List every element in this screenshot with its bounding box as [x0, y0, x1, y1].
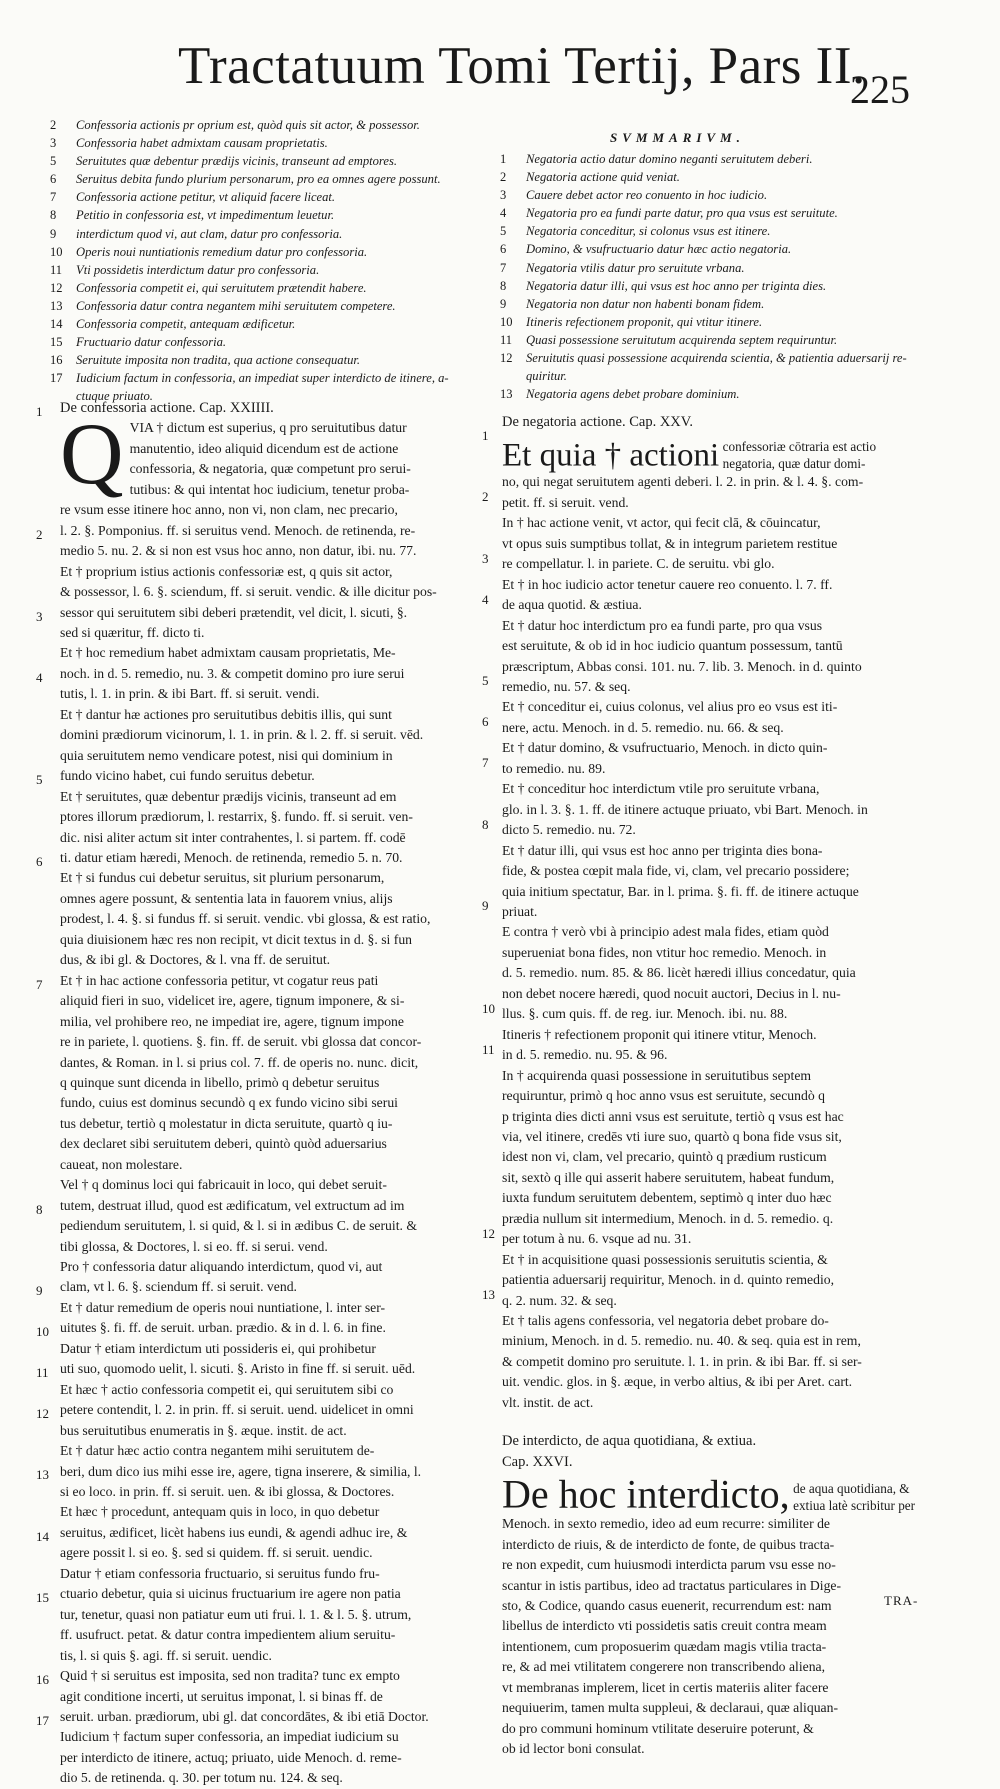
summary-text: Seruitus debita fundo plurium personarum, pro ea omnes agere possunt. — [76, 172, 441, 187]
text-line: re non expedit, cum huiusmodi interdicta parum vsu esse no- — [502, 1557, 836, 1573]
summary-number: 15 — [50, 335, 63, 350]
summary-entry — [500, 385, 920, 403]
summary-text: quiritur. — [526, 369, 567, 384]
margin-number: 4 — [36, 669, 43, 685]
summary-number: 10 — [50, 244, 63, 259]
text-line: dex declaret sibi seruitutem deberi, quintò quòd aduersarius — [60, 1136, 387, 1152]
text-line: interdicto de riuis, & de interdicto de fonte, de quibus tracta- — [502, 1536, 835, 1552]
chapter-heading-25: De negatoria actione. Cap. XXV. — [502, 414, 693, 430]
text-line: sessor qui seruitutem sibi deberi prætendit, vel dicit, l. sicuti, §. — [60, 604, 408, 620]
text-line: manutentio, ideo aliquid dicendum est de actione — [129, 440, 399, 456]
text-line: omnes agere possunt, & sententia lata in fauorem vnius, alijs — [60, 890, 393, 906]
margin-number: 2 — [482, 489, 489, 505]
text-line: Pro † confessoria datur aliquando interdictum, quod vi, aut — [60, 1259, 383, 1275]
margin-number: 9 — [36, 1283, 43, 1299]
text-line: tus debetur, tertiò q molestatur in dicta seruitute, quartò q iu- — [60, 1115, 393, 1131]
text-line: Et † in hac actione confessoria petitur, vt cogatur reus pati — [60, 972, 379, 988]
text-line: ti. datur etiam hæredi, Menoch. de retinenda, remedio 5. n. 70. — [60, 849, 403, 865]
summary-entry — [50, 188, 480, 206]
text-line: Et † datur hoc interdictum pro ea fundi parte, pro qua vsus — [502, 617, 823, 633]
summary-number: 13 — [50, 298, 63, 313]
text-line: q. 2. num. 32. & seq. — [502, 1292, 617, 1308]
right-column-body-2 — [502, 1514, 922, 1759]
summary-text: ctuque priuato. — [76, 389, 153, 404]
text-line: re vsum esse itinere hoc anno, non vi, non clam, nec precario, — [60, 502, 398, 518]
margin-number: 10 — [36, 1324, 49, 1340]
text-line: nere, actu. Menoch. in d. 5. remedio. nu. 66. & seq. — [502, 719, 784, 735]
left-column — [60, 398, 470, 1789]
text-line: quia diuisionem hæc res non recipit, vt dicit textus in d. §. si fun — [60, 931, 413, 947]
text-line: Quid † si seruitus est imposita, sed non tradita? tunc ex empto — [60, 1668, 400, 1684]
summary-number: 9 — [50, 226, 57, 241]
text-line: no, qui negat seruitutem agenti deberi. l. 2. in prin. & l. 4. §. com- — [502, 474, 864, 490]
text-line: Et † in acquisitione quasi possessionis seruitutis scientia, & — [502, 1251, 828, 1267]
text-line: vt membranas implerem, licet in certis materiis aliter facere — [502, 1679, 829, 1695]
margin-number: 14 — [36, 1528, 49, 1544]
text-line: de aqua quotid. & æstiua. — [502, 597, 642, 613]
summary-text: Confessoria habet admixtam causam proprietatis. — [76, 136, 328, 151]
margin-number: 10 — [482, 1000, 495, 1016]
summary-entry — [500, 367, 920, 385]
summary-entry — [50, 315, 480, 333]
summary-entry — [50, 170, 480, 188]
text-line: beri, dum dico ius mihi esse ire, agere, tigna inserere, & similia, l. — [60, 1463, 422, 1479]
text-line: fide, & postea cœpit mala fide, vi, clam, vel precario possidere; — [502, 863, 850, 879]
text-line: l. 2. §. Pomponius. ff. si seruitus vend. Menoch. de retinenda, re- — [60, 522, 416, 538]
summary-text: Negatoria vtilis datur pro seruitute vrbana. — [526, 260, 745, 275]
summary-number: 11 — [500, 332, 513, 347]
text-line: tur, tenetur, quasi non patiatur eum uti frui. l. 1. & l. 5. §. utrum, — [60, 1606, 412, 1622]
text-line: tutibus: & qui intentat hoc iudicium, tenetur proba- — [129, 481, 410, 497]
text-line: Et † talis agens confessoria, vel negatoria debet probare do- — [502, 1313, 829, 1329]
text-line: sed si quæritur, ff. dicto ti. — [60, 624, 205, 640]
drop-cap: Q — [60, 406, 124, 504]
text-line: fundo vicino habet, cui fundo seruitus debetur. — [60, 768, 315, 784]
summary-entry — [500, 204, 920, 222]
summary-text: Confessoria actionis pr oprium est, quòd quis sit actor, & possessor. — [76, 118, 420, 132]
summary-entry — [50, 243, 480, 261]
summary-entry — [500, 240, 920, 258]
text-line: dantes, & Roman. in l. si prius col. 7. ff. de operis no. nunc. dicit, — [60, 1054, 419, 1070]
text-line: petere contendit, l. 2. in prin. ff. si seruit. uend. uidelicet in omni — [60, 1402, 414, 1418]
margin-number: 9 — [482, 898, 489, 914]
summary-entry — [500, 150, 920, 168]
text-line: dic. nisi aliter actum sit inter contrahentes, l. si partem. ff. codē — [60, 829, 406, 845]
right-column-body — [502, 472, 922, 1413]
text-line: si eo loco. in prin. ff. si seruit. uen. & ibi glossa, & Doctores. — [60, 1484, 395, 1500]
text-line: superueniat bona fides, non vtitur hoc remedio. Menoch. in — [502, 944, 827, 960]
text-line: milia, vel prohibere reo, ne impediat ire, agere, tignum impone — [60, 1013, 404, 1029]
text-line: pediendum seruitutem, l. si quid, & l. si in ædibus C. de seruit. & — [60, 1218, 417, 1234]
summary-entry — [500, 168, 920, 186]
margin-number: 2 — [36, 526, 43, 542]
text-line: seruit. urban. prædiorum, ubi gl. dat concordātes, & ibi etiā Doctor. — [60, 1709, 429, 1724]
margin-number: 7 — [36, 976, 43, 992]
text-line: est seruitute, & ob id in hoc iudicio quantum possessum, tantū — [502, 638, 843, 654]
text-line: nequiuerim, tamen multa suppleui, & declaraui, quæ aliquan- — [502, 1700, 839, 1716]
text-line: vlt. instit. de act. — [502, 1394, 594, 1410]
text-line: & possessor, l. 6. §. sciendum, ff. si seruit. vendic. & ille dicitur pos- — [60, 584, 437, 600]
summary-number: 7 — [500, 260, 507, 275]
text-line: agit conditione incerti, ut seruitus imponat, l. si binas ff. de — [60, 1688, 383, 1704]
summary-number: 16 — [50, 353, 63, 368]
text-line: E contra † verò vbi à principio adest mala fides, etiam quòd — [502, 924, 829, 940]
text-line: non debet nocere hæredi, quod nocuit auctori, Decius in l. nu- — [502, 985, 841, 1001]
summary-number: 6 — [500, 242, 507, 257]
summary-text: Negatoria pro ea fundi parte datur, pro qua vsus est seruitute. — [526, 206, 838, 221]
text-line: petit. ff. si seruit. vend. — [502, 494, 629, 510]
text-line: tis, l. si quis §. agi. ff. si seruit. uendic. — [60, 1647, 272, 1663]
summary-number: 12 — [50, 280, 63, 295]
summary-entry — [50, 297, 480, 315]
summary-number: 5 — [500, 224, 507, 239]
summary-entry — [50, 279, 480, 297]
summary-text: Operis noui nuntiationis remedium datur pro confessoria. — [76, 244, 368, 259]
summary-text: interdictum quod vi, aut clam, datur pro confessoria. — [76, 226, 343, 241]
text-line: bus seruitutibus enumeratis in §. æque. instit. de act. — [60, 1422, 347, 1438]
text-line: ctuario debetur, quia si uicinus fructuarium ire agere non patia — [60, 1586, 401, 1602]
summary-text: Negatoria actio datur domino neganti seruitutem deberi. — [526, 152, 813, 166]
summary-entry — [500, 295, 920, 313]
text-line: Et † in hoc iudicio actor tenetur cauere reo conuento. l. 7. ff. — [502, 576, 833, 592]
text-line: tibi glossa, & Doctores, l. si eo. ff. si serui. vend. — [60, 1238, 328, 1254]
lead-sub-2: negatoria, quæ datur domi- — [722, 456, 866, 472]
text-line: minium, Menoch. in d. 5. remedio. nu. 40. & seq. quia est in rem, — [502, 1333, 861, 1349]
margin-number: 3 — [482, 550, 489, 566]
summary-entry — [50, 134, 480, 152]
page-number: 225 — [850, 67, 910, 112]
text-line: Et † proprium istius actionis confessoriæ est, q quis sit actor, — [60, 563, 393, 579]
margin-number: 6 — [36, 853, 43, 869]
summary-number: 10 — [500, 314, 513, 329]
summary-entry — [500, 313, 920, 331]
chapter-heading-26: De interdicto, de aqua quotidiana, & extiua. — [502, 1433, 757, 1450]
text-line: Vel † q dominus loci qui fabricauit in loco, qui debet seruit- — [60, 1177, 387, 1193]
summary-text: Negatoria non datur non habenti bonam fidem. — [526, 296, 765, 311]
text-line: Et † seruitutes, quæ debentur prædijs vicinis, transeunt ad em — [60, 788, 397, 804]
summary-number — [500, 367, 526, 385]
summary-number: 17 — [50, 371, 63, 386]
text-line: In † acquirenda quasi possessione in seruitutibus septem — [502, 1067, 812, 1083]
text-line: patientia aduersarij requiritur, Menoch. in d. quinto remedio, — [502, 1272, 835, 1288]
summary-entry — [500, 222, 920, 240]
text-line: glo. in l. 3. §. 1. ff. de itinere actuque priuato, vbi Bart. Menoch. in — [502, 801, 868, 817]
text-line: uitutes §. fi. ff. de seruit. urban. prædio. & in d. l. 6. in fine. — [60, 1320, 386, 1336]
text-line: præscriptum, Abbas consi. 101. nu. 7. lib. 3. Menoch. in d. quinto — [502, 658, 862, 674]
text-line: seruitus, ædificet, licèt habens ius eundi, & agendi adhuc ire, & — [60, 1524, 408, 1540]
lead-subtext-26 — [793, 1480, 915, 1514]
text-line: aliquid fieri in suo, videlicet ire, agere, tignum imponere, & si- — [60, 993, 405, 1009]
summary-text: Vti possidetis interdictum datur pro confessoria. — [76, 262, 320, 277]
text-line: caueat, non molestare. — [60, 1156, 183, 1172]
summary-number: 6 — [50, 172, 57, 187]
text-line: requiruntur, primò q hoc anno vsus est seruitute, secundò q — [502, 1088, 825, 1104]
summary-number: 13 — [500, 387, 513, 402]
text-line: Et † conceditur hoc interdictum vtile pro seruitute vrbana, — [502, 781, 820, 797]
summary-heading: SVMMARIVM. — [610, 130, 745, 145]
text-line: tutem, destruat illud, quod est ædificatum, vel extructum ad im — [60, 1197, 405, 1213]
margin-number: 7 — [482, 755, 489, 771]
text-line: Et † hoc remedium habet admixtam causam proprietatis, Me- — [60, 645, 396, 661]
text-line: Datur † etiam interdictum uti possideris ei, qui prohibetur — [60, 1340, 376, 1356]
summary-number: 3 — [500, 188, 507, 203]
catchword: TRA- — [884, 1593, 919, 1608]
summary-entry — [500, 331, 920, 349]
text-line: dicto 5. remedio. nu. 72. — [502, 822, 636, 838]
margin-number: 8 — [482, 816, 489, 832]
text-line: fundo, cuius est dominus secundò q ex fundo vicino sibi serui — [60, 1095, 398, 1111]
lead-sub-1: confessoriæ cōtraria est actio — [722, 439, 877, 455]
text-line: Et † datur remedium de operis noui nuntiatione, l. inter ser- — [60, 1299, 386, 1315]
text-line: Datur † etiam confessoria fructuario, si seruitus fundo fru- — [60, 1565, 380, 1581]
text-line: sto, & Codice, quando casus euenerit, recurrendum est: nam — [502, 1598, 832, 1614]
margin-number: 8 — [36, 1201, 43, 1217]
text-line: intentionem, cum proposuerim quædam magis vtilia tracta- — [502, 1638, 827, 1654]
text-line: medio 5. nu. 2. & si non est vsus hoc anno, non datur, ibi. nu. 77. — [60, 543, 417, 559]
lead-subtext-25 — [723, 438, 876, 472]
text-line: per interdicto de itinere, actuq; priuato, uide Menoch. d. reme- — [60, 1749, 402, 1765]
margin-number: 13 — [482, 1286, 495, 1302]
text-line: Itineris † refectionem proponit qui itinere vtitur, Menoch. — [502, 1026, 817, 1042]
margin-number: 3 — [36, 608, 43, 624]
text-line: Iudicium † factum super confessoria, an impediat iudicium su — [60, 1729, 399, 1745]
summary-number: 8 — [500, 278, 507, 293]
text-line: quia seruitutem nemo vendicare potest, nisi qui dominium in — [60, 747, 393, 763]
margin-number: 12 — [36, 1406, 49, 1422]
text-line: in d. 5. remedio. nu. 95. & 96. — [502, 1047, 668, 1063]
text-line: vt opus suis sumptibus tollat, & in integrum parietem restitue — [502, 535, 838, 551]
summary-text: Negatoria datur illi, qui vsus est hoc anno per triginta dies. — [526, 278, 827, 293]
summary-number: 5 — [50, 154, 57, 169]
summary-right — [500, 150, 920, 403]
lead-words-26: De hoc interdicto, — [502, 1471, 790, 1517]
summary-entry — [500, 186, 920, 204]
text-line: libellus de interdicto vti possidetis satis creuit contra meam — [502, 1618, 827, 1634]
summary-text: Confessoria datur contra negantem mihi seruitutem competere. — [76, 298, 396, 313]
summary-entry — [50, 206, 480, 224]
text-line: Et hæc † actio confessoria competit ei, qui seruitutem sibi co — [60, 1381, 394, 1397]
chapter-cap-26: Cap. XXVI. — [502, 1453, 573, 1470]
text-line: Et † conceditur ei, cuius colonus, vel alius pro eo vsus est iti- — [502, 699, 838, 715]
summary-number: 8 — [50, 208, 57, 223]
text-line: priuat. — [502, 903, 538, 919]
text-line: ptores illorum prædiorum, l. restarrix, §. fundo. ff. si seruit. ven- — [60, 809, 413, 825]
summary-text: Confessoria actione petitur, vt aliquid facere liceat. — [76, 190, 336, 205]
summary-number: 4 — [500, 206, 507, 221]
text-line: re in pariete, l. quotiens. §. fin. ff. de seruit. vbi glossa dat concor- — [60, 1034, 422, 1050]
text-line: tutis, l. 1. in prin. & ibi Bart. ff. si seruit. vendi. — [60, 686, 320, 702]
text-line: uit. vendic. glos. in §. æque, in verbo altius, & ibi per Aret. cart. — [502, 1374, 853, 1390]
summary-text: Confessoria competit, antequam ædificetur. — [76, 317, 296, 332]
summary-number: 14 — [50, 317, 63, 332]
text-line: Menoch. in sexto remedio, ideo ad eum recurre: similiter de — [502, 1516, 831, 1532]
summary-entry — [50, 152, 480, 170]
margin-number: 17 — [36, 1712, 49, 1728]
text-line: Et † datur domino, & vsufructuario, Menoch. in dicto quin- — [502, 740, 828, 756]
text-line: VIA † dictum est superius, q pro seruitutibus datur — [129, 420, 407, 436]
text-line: p triginta dies dicti anni vsus est seruitute, tertiò q vsus est hac — [502, 1108, 844, 1124]
text-line: idest non vi, clam, vel precario, quintò q prædium rusticum — [502, 1149, 827, 1165]
summary-text: Seruitutis quasi possessione acquirenda scientia, & patientia aduersarij re- — [526, 351, 907, 366]
margin-number: 1 — [482, 428, 489, 443]
summary-number: 2 — [500, 170, 507, 185]
text-line: clam, vt l. 6. §. sciendum ff. si seruit. vend. — [60, 1279, 297, 1295]
margin-number: 11 — [482, 1041, 495, 1057]
text-line: uti suo, quomodo uelit, l. sicuti. §. Aristo in fine ff. si seruit. uēd. — [60, 1361, 416, 1377]
text-line: dus, & ibi gl. & Doctores, & l. vna ff. de seruitut. — [60, 952, 331, 968]
text-line: noch. in d. 5. remedio, nu. 3. & competit domino pro iure serui — [60, 665, 405, 681]
summary-text: Fructuario datur confessoria. — [76, 335, 227, 350]
margin-number: 5 — [482, 673, 489, 689]
text-line: Et † si fundus cui debetur seruitus, sit plurium personarum, — [60, 870, 385, 886]
summary-number: 1 — [500, 152, 507, 166]
text-line: quia initium spectatur, Bar. in l. prima. §. fi. ff. de itinere actuque — [502, 883, 859, 899]
margin-number: 11 — [36, 1365, 49, 1381]
summary-entry — [50, 116, 480, 134]
margin-number: 4 — [482, 591, 489, 607]
summary-text: Seruitutes quæ debentur prædijs vicinis, transeunt ad emptores. — [76, 154, 398, 169]
lead-line-26 — [502, 1471, 922, 1517]
text-line: llus. §. cum quis. ff. de reg. iur. Menoch. ibi. nu. 88. — [502, 1006, 788, 1022]
summary-text: Quasi possessione seruitutum acquirenda septem requiruntur. — [526, 332, 838, 347]
summary-text: Domino, & vsufructuario datur hæc actio negatoria. — [526, 242, 792, 257]
summary-text: Negatoria agens debet probare dominium. — [526, 387, 740, 402]
text-line: sit, sextò q ille qui asserit habere seruitutem, habeat fundum, — [502, 1169, 835, 1185]
lead2-sub-1: de aqua quotidiana, & — [793, 1481, 910, 1497]
summary-entry — [50, 225, 480, 243]
summary-text: Confessoria competit ei, qui seruitutem prætendit habere. — [76, 280, 367, 295]
text-line: iuxta fundum seruitutem debentem, septimò q inter duo hæc — [502, 1190, 832, 1206]
text-line: & competit domino pro seruitute. l. 1. in prin. & ibi Bar. ff. si ser- — [502, 1353, 862, 1369]
summary-number: 3 — [50, 136, 57, 151]
lead2-sub-2: extiua latè scribitur per — [793, 1498, 916, 1514]
text-line: domini prædiorum vicinorum, l. 1. in prin. & l. 2. ff. si seruit. vēd. — [60, 727, 424, 743]
text-line: via, vel itinere, credēs vti iure suo, quartò q bona fide vsus sit, — [502, 1128, 842, 1144]
summary-entry — [50, 333, 480, 351]
summary-text: Iudicium factum in confessoria, an impediat super interdicto de itinere, a- — [76, 371, 449, 386]
summary-number: 7 — [50, 190, 57, 205]
text-line: q quinque sunt dicenda in libello, primò q debetur seruitus — [60, 1074, 380, 1090]
text-line: per totum à nu. 6. vsque ad nu. 31. — [502, 1231, 692, 1247]
lead-words-25: Et quia † actioni — [502, 438, 720, 474]
text-line: Et † dantur hæ actiones pro seruitutibus debitis illis, qui sunt — [60, 706, 392, 722]
text-line: dio 5. de retinenda. q. 30. per totum nu. 124. & seq. — [60, 1770, 343, 1786]
summary-number: 2 — [50, 118, 57, 132]
text-line: Et hæc † procedunt, antequam quis in loco, in quo debetur — [60, 1504, 380, 1520]
margin-number: 13 — [36, 1467, 49, 1483]
text-line: d. 5. remedio. num. 85. & 86. licèt hæredi illius concedatur, quia — [502, 965, 856, 981]
summary-entry — [50, 351, 480, 369]
summary-text: Negatoria actione quid veniat. — [526, 170, 680, 185]
summary-number: 12 — [500, 351, 513, 366]
text-line: prædia nullum sit intermedium, Menoch. in d. 5. remedio. q. — [502, 1210, 834, 1226]
summary-left — [50, 116, 480, 406]
summary-entry — [50, 369, 480, 387]
summary-entry — [500, 277, 920, 295]
text-line: Et † datur hæc actio contra negantem mihi seruitutem de- — [60, 1443, 375, 1459]
text-line: scantur in istis partibus, ideo ad tractatus particulares in Dige- — [502, 1577, 842, 1593]
chapter-heading-24: De confessoria actione. Cap. XXIIII. — [60, 400, 274, 416]
margin-number: 5 — [36, 772, 43, 788]
text-line: In † hac actione venit, vt actor, qui fecit clā, & cōuincatur, — [502, 515, 821, 531]
summary-text: Seruitute imposita non tradita, qua actione consequatur. — [76, 353, 361, 368]
text-line: agere possit l. si eo. §. sed si quidem. ff. si seruit. uendic. — [60, 1545, 373, 1561]
text-line: re compellatur. l. in pariete. C. de seruitu. vbi glo. — [502, 556, 775, 572]
margin-number: 6 — [482, 714, 489, 730]
text-line: do pro communi hominum vtilitate deseruire poterunt, & — [502, 1720, 814, 1736]
margin-number: 1 — [36, 404, 43, 419]
text-line: remedio, nu. 57. & seq. — [502, 678, 631, 694]
margin-number: 12 — [482, 1225, 495, 1241]
text-line: prodest, l. 4. §. si fundus ff. si seruit. vendic. vbi glossa, & est ratio, — [60, 911, 431, 927]
summary-text: Negatoria conceditur, si colonus vsus est itinere. — [526, 224, 771, 239]
margin-number: 15 — [36, 1590, 49, 1606]
lead-line-25 — [502, 438, 922, 472]
margin-number: 16 — [36, 1671, 49, 1687]
summary-entry — [50, 261, 480, 279]
text-line: to remedio. nu. 89. — [502, 760, 606, 776]
text-line: ob id lector boni consulat. — [502, 1741, 645, 1757]
summary-entry — [500, 259, 920, 277]
right-column — [502, 412, 922, 1760]
text-line: Et † datur illi, qui vsus est hoc anno per triginta dies bona- — [502, 842, 823, 858]
summary-number: 11 — [50, 262, 63, 277]
text-line: confessoria, & negatoria, quæ competunt pro serui- — [129, 461, 411, 477]
summary-text: Cauere debet actor reo conuento in hoc iudicio. — [526, 188, 768, 203]
running-title: Tractatuum Tomi Tertij, Pars II. — [178, 37, 866, 95]
summary-text: Itineris refectionem proponit, qui vtitur itinere. — [526, 314, 763, 329]
summary-entry — [500, 349, 920, 367]
text-line: ff. usufruct. petat. & datur contra impedientem alium seruitu- — [60, 1627, 396, 1643]
summary-number: 9 — [500, 296, 507, 311]
summary-text: Petitio in confessoria est, vt impedimentum leuetur. — [76, 208, 335, 223]
text-line: re, & ad mei vtilitatem congerere non transcribendo aliena, — [502, 1659, 826, 1675]
